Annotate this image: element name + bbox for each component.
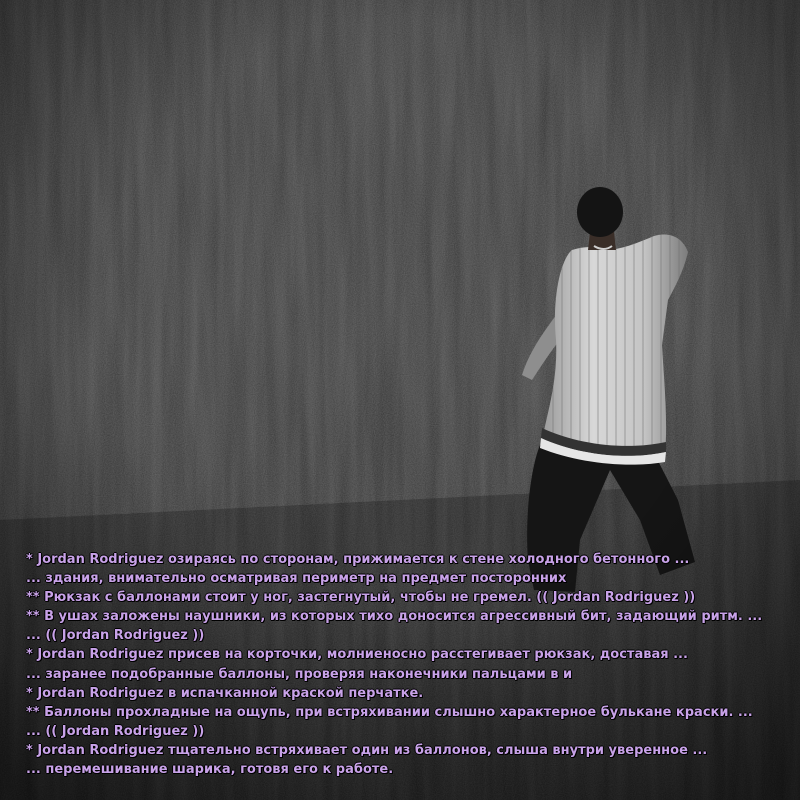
chat-line: ... (( Jordan Rodriguez )) bbox=[26, 723, 205, 739]
chat-line: * Jordan Rodriguez тщательно встряхивает один из баллонов, слыша внутри уверенное ... bbox=[26, 742, 708, 758]
chat-line: ** В ушах заложены наушники, из которых тихо доносится агрессивный бит, задающий ритм. ... bbox=[26, 609, 763, 625]
chat-line: ... заранее подобранные баллоны, проверяя наконечники пальцами в и bbox=[26, 666, 573, 682]
chat-line: ... здания, внимательно осматривая периметр на предмет посторонних bbox=[26, 571, 567, 587]
chat-line: ... (( Jordan Rodriguez )) bbox=[26, 628, 205, 644]
chat-line: ... перемешивание шарика, готовя его к работе. bbox=[26, 762, 394, 778]
chat-line: * Jordan Rodriguez в испачканной краской перчатке. bbox=[26, 685, 424, 701]
chat-line: * Jordan Rodriguez озираясь по сторонам, прижимается к стене холодного бетонного ... bbox=[26, 552, 690, 567]
chat-line: ** Рюкзак с баллонами стоит у ног, застегнутый, чтобы не гремел. (( Jordan Rodriguez )) bbox=[26, 590, 696, 606]
chat-line: * Jordan Rodriguez присев на корточки, молниеносно расстегивает рюкзак, доставая ... bbox=[26, 647, 688, 663]
chat-line: ** Баллоны прохладные на ощупь, при встряхивании слышно характерное булькане краски. ... bbox=[26, 704, 753, 720]
chat-log bbox=[26, 550, 796, 779]
